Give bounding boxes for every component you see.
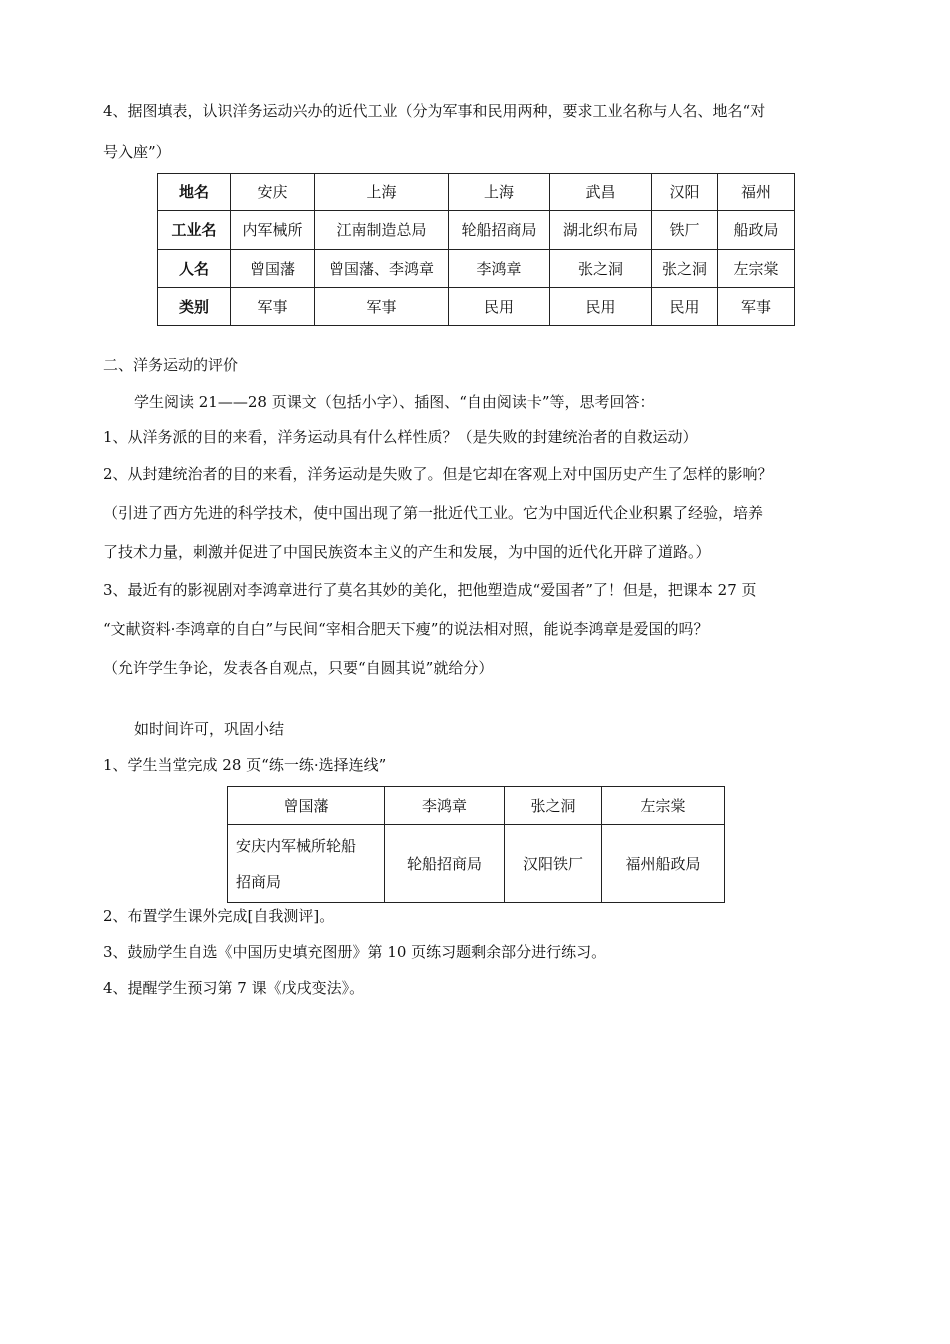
table-header-cell: 左宗棠 — [602, 787, 725, 825]
table-row — [158, 288, 795, 326]
table-cell: 轮船招商局 — [385, 825, 505, 903]
table-cell: 轮船招商局 — [449, 211, 550, 250]
table-cell: 左宗棠 — [718, 250, 795, 288]
table-header-cell: 曾国藩 — [228, 787, 385, 825]
industry-table — [157, 173, 795, 326]
summary-item-1: 1、学生当堂完成 28 页“练一练·选择连线” — [103, 756, 387, 774]
table-cell: 民用 — [449, 288, 550, 326]
reading-intro: 学生阅读 21——28 页课文（包括小字）、插图、“自由阅读卡”等，思考回答： — [134, 393, 655, 411]
table-cell: 福州船政局 — [602, 825, 725, 903]
question-2: 2、从封建统治者的目的来看，洋务运动是失败了。但是它却在客观上对中国历史产生了怎样的影响？ — [103, 465, 773, 483]
table-cell: 内军械所 — [231, 211, 315, 250]
table-row — [228, 787, 725, 825]
table-cell — [228, 825, 385, 903]
table-cell: 安庆 — [231, 174, 315, 211]
table-header-cell: 张之洞 — [505, 787, 602, 825]
table-cell: 民用 — [550, 288, 652, 326]
row-label: 工业名 — [158, 211, 231, 250]
table-cell: 湖北织布局 — [550, 211, 652, 250]
summary-heading: 如时间许可，巩固小结 — [134, 720, 285, 738]
question-3-line2: “文献资料·李鸿章的自白”与民间“宰相合肥天下瘦”的说法相对照，能说李鸿章是爱国的吗？ — [103, 620, 709, 638]
answer-2-line2: 了技术力量，刺激并促进了中国民族资本主义的产生和发展，为中国的近代化开辟了道路。） — [103, 543, 711, 561]
section-heading: 二、洋务运动的评价 — [103, 356, 239, 374]
table-cell: 民用 — [652, 288, 718, 326]
q4-text-line1: 4、据图填表，认识洋务运动兴办的近代工业（分为军事和民用两种，要求工业名称与人名、地名“对 — [103, 102, 766, 120]
table-cell: 张之洞 — [550, 250, 652, 288]
row-label: 地名 — [158, 174, 231, 211]
answer-3: （允许学生争论，发表各自观点，只要“自圆其说”就给分） — [103, 659, 494, 677]
table-cell: 曾国藩、李鸿章 — [315, 250, 449, 288]
table-cell: 上海 — [449, 174, 550, 211]
table-header-cell: 李鸿章 — [385, 787, 505, 825]
q4-text-line2: 号入座”） — [103, 143, 171, 161]
table-cell: 福州 — [718, 174, 795, 211]
table-cell: 军事 — [315, 288, 449, 326]
summary-item-4: 4、提醒学生预习第 7 课《戊戌变法》。 — [103, 979, 365, 997]
table-cell: 上海 — [315, 174, 449, 211]
answer-2-line1: （引进了西方先进的科学技术，使中国出现了第一批近代工业。它为中国近代企业积累了经验，培养 — [103, 504, 764, 522]
table-cell: 曾国藩 — [231, 250, 315, 288]
table-cell: 李鸿章 — [449, 250, 550, 288]
table-cell: 汉阳铁厂 — [505, 825, 602, 903]
table-cell: 江南制造总局 — [315, 211, 449, 250]
table-cell: 铁厂 — [652, 211, 718, 250]
question-3-line1: 3、最近有的影视剧对李鸿章进行了莫名其妙的美化，把他塑造成“爱国者”了！但是，把课本 27 页 — [103, 581, 757, 599]
table-cell: 张之洞 — [652, 250, 718, 288]
row-label: 人名 — [158, 250, 231, 288]
matching-table — [227, 786, 725, 903]
cell-text-line: 招商局 — [236, 872, 282, 891]
table-cell: 军事 — [718, 288, 795, 326]
table-row — [158, 211, 795, 250]
table-row — [158, 174, 795, 211]
table-cell: 汉阳 — [652, 174, 718, 211]
table-row — [228, 825, 725, 903]
question-1: 1、从洋务派的目的来看，洋务运动具有什么样性质？（是失败的封建统治者的自救运动） — [103, 428, 698, 446]
table-cell: 武昌 — [550, 174, 652, 211]
table-row — [158, 250, 795, 288]
row-label: 类别 — [158, 288, 231, 326]
cell-text-line: 安庆内军械所轮船 — [236, 836, 357, 855]
table-cell: 军事 — [231, 288, 315, 326]
table-cell: 船政局 — [718, 211, 795, 250]
summary-item-2: 2、布置学生课外完成[自我测评]。 — [103, 907, 335, 925]
summary-item-3: 3、鼓励学生自选《中国历史填充图册》第 10 页练习题剩余部分进行练习。 — [103, 943, 607, 961]
